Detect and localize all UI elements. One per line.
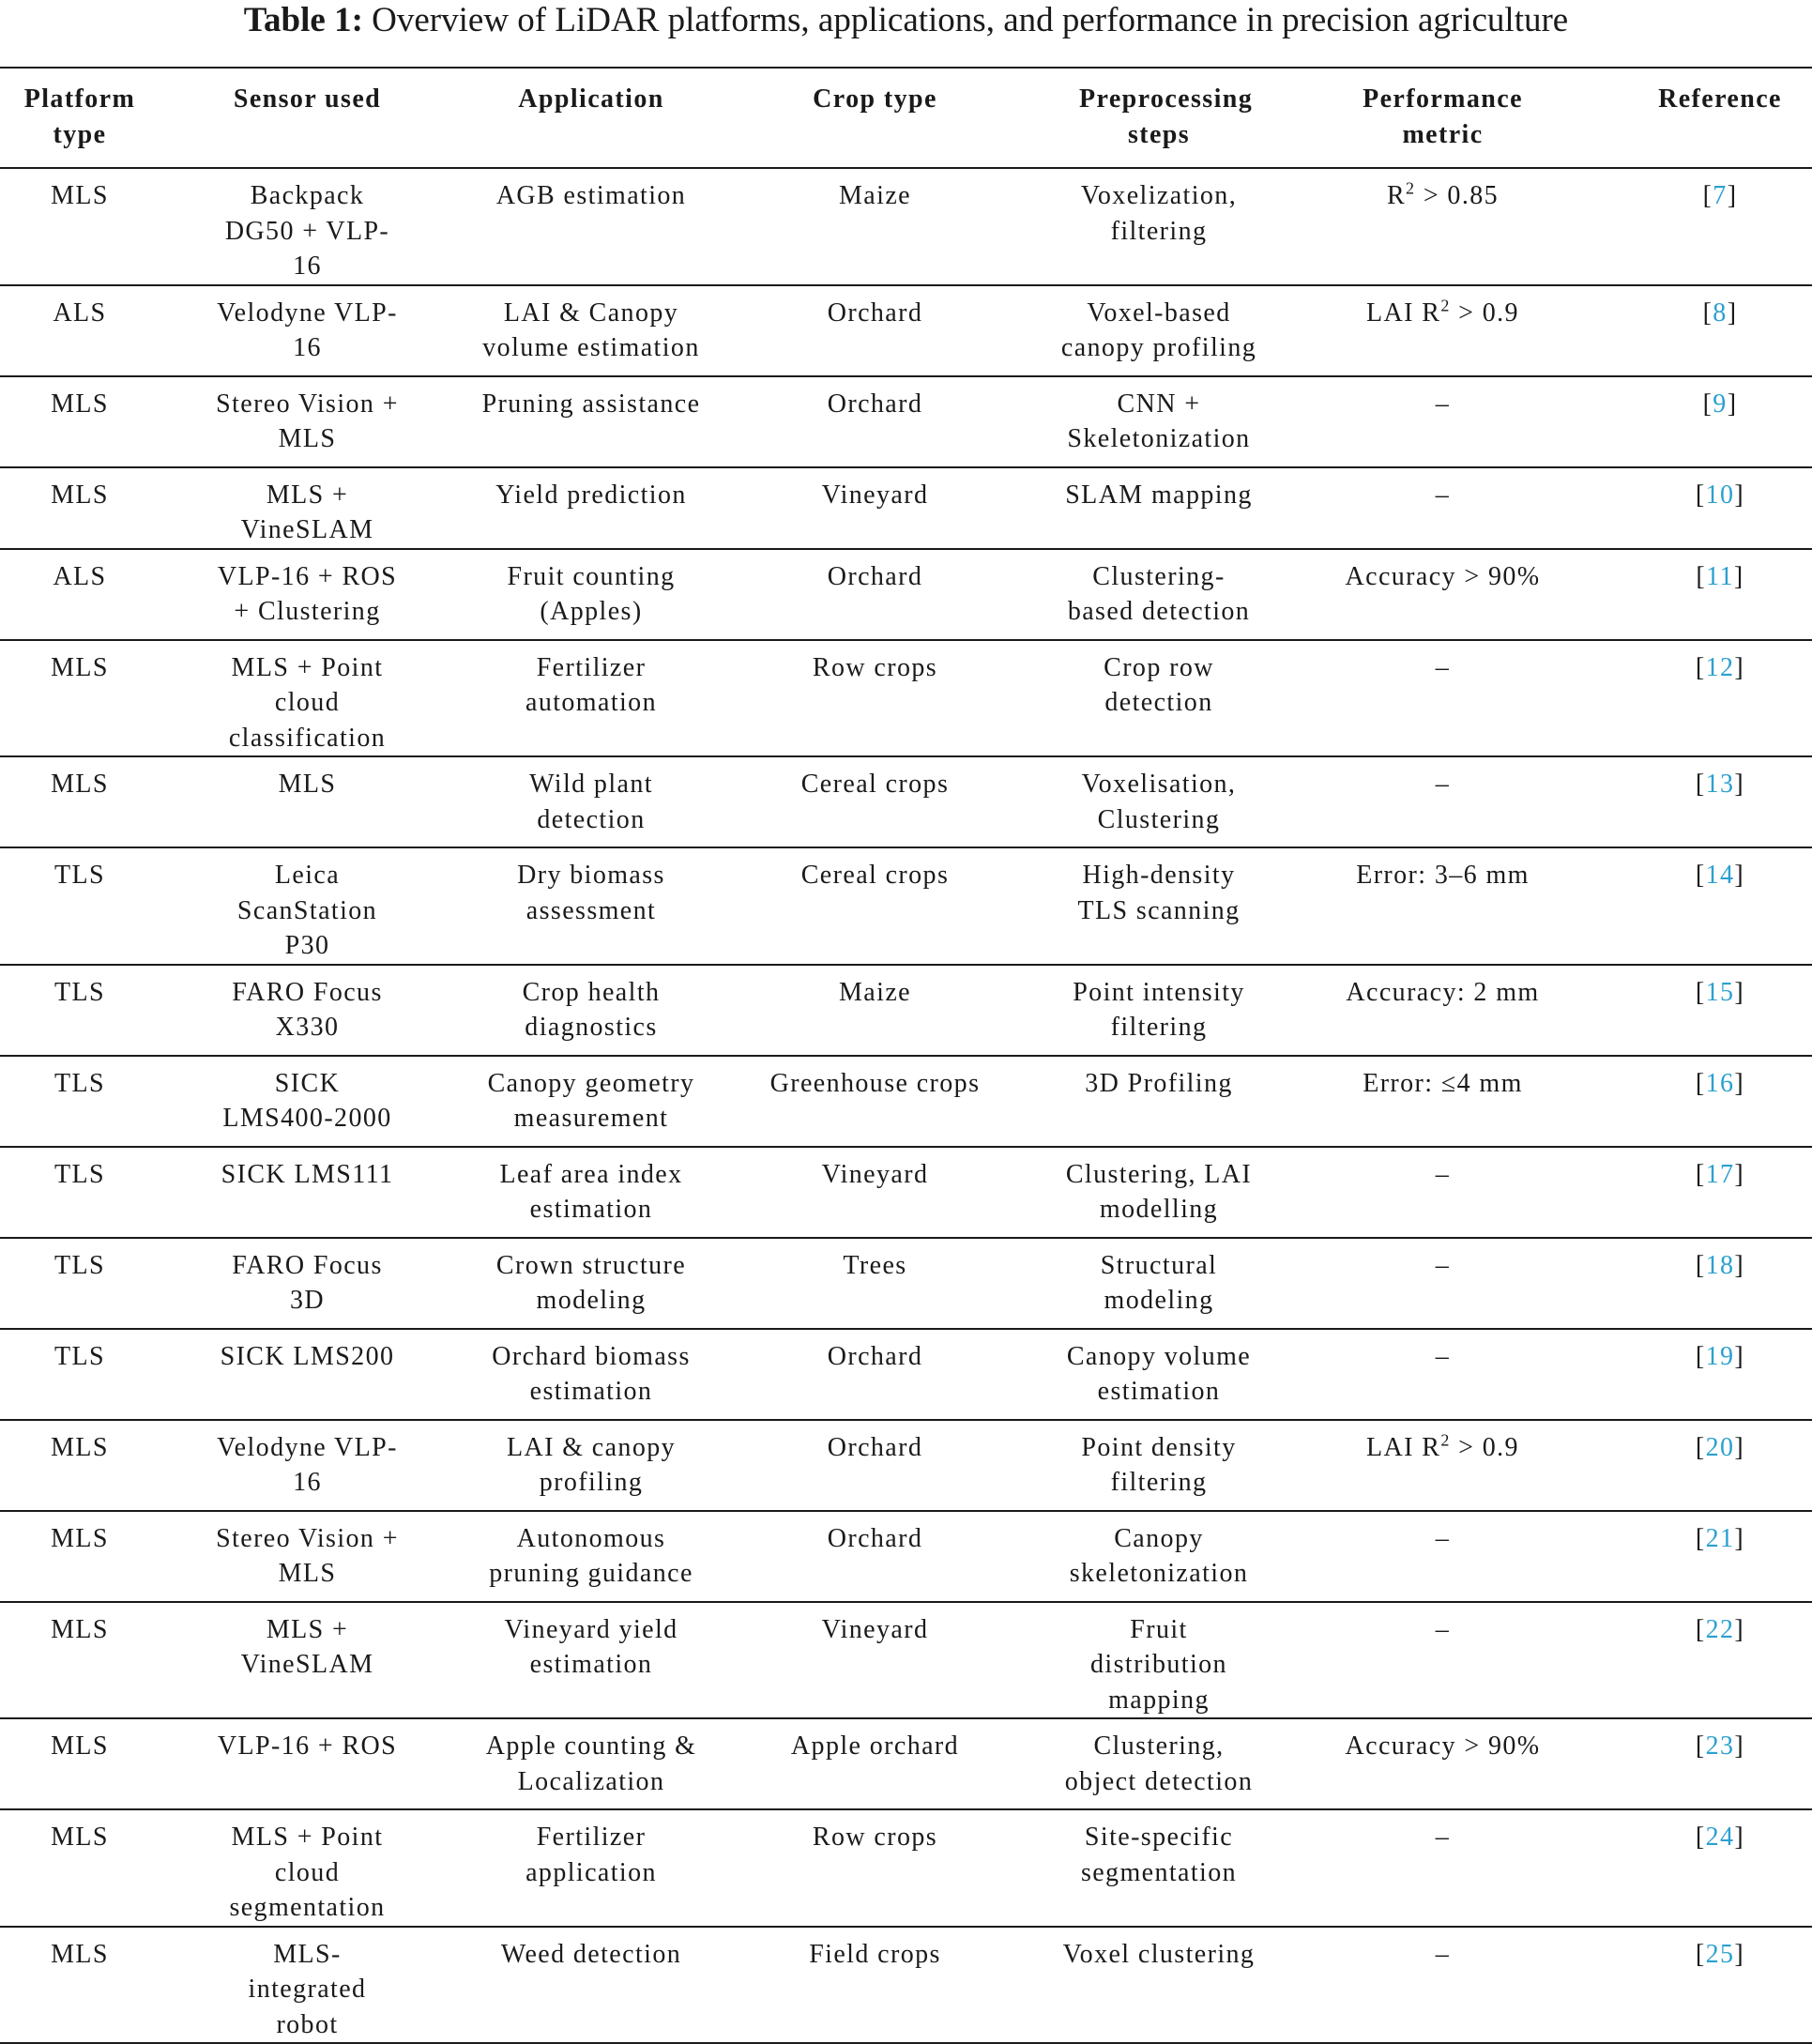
reference-close-bracket: ] — [1727, 181, 1738, 210]
cell-preprocessing: CNN + Skeletonization — [1023, 376, 1295, 467]
cell-platform: MLS — [0, 1718, 160, 1809]
cell-platform: ALS — [0, 285, 160, 376]
reference-open-bracket: [ — [1695, 480, 1706, 510]
cell-preprocessing: Site-specific segmentation — [1023, 1809, 1295, 1927]
metric-text: R — [1386, 181, 1407, 210]
metric-text: – — [1435, 652, 1451, 682]
cell-platform: TLS — [0, 965, 160, 1056]
cell-crop: Vineyard — [727, 467, 1023, 549]
table-row — [0, 549, 1812, 640]
cell-preprocessing: Fruit distribution mapping — [1023, 1602, 1295, 1719]
reference-close-bracket: ] — [1727, 297, 1738, 328]
cell-sensor: VLP-16 + ROS + Clustering — [160, 549, 455, 640]
cell-crop: Orchard — [727, 1511, 1023, 1602]
cell-platform: TLS — [0, 1238, 160, 1329]
metric-text: – — [1435, 1939, 1451, 1969]
table-row — [0, 1056, 1812, 1147]
caption-label: Table 1: — [243, 1, 363, 39]
reference-close-bracket: ] — [1734, 1523, 1745, 1553]
reference-close-bracket: ] — [1734, 1939, 1745, 1969]
cell-reference — [1591, 1238, 1812, 1329]
cell-crop: Orchard — [727, 285, 1023, 376]
reference-link[interactable]: 21 — [1705, 1523, 1735, 1553]
table-row — [0, 1809, 1812, 1927]
cell-crop: Maize — [727, 168, 1023, 285]
cell-sensor: SICK LMS111 — [160, 1147, 455, 1238]
cell-performance-metric — [1295, 1809, 1591, 1927]
cell-platform: ALS — [0, 549, 160, 640]
cell-application: LAI & Canopy volume estimation — [455, 285, 727, 376]
cell-preprocessing: Voxel-based canopy profiling — [1023, 285, 1295, 376]
metric-text: – — [1435, 1250, 1451, 1280]
header-application: Application — [455, 68, 727, 168]
reference-link[interactable]: 17 — [1705, 1159, 1735, 1189]
cell-preprocessing: Voxelization, filtering — [1023, 168, 1295, 285]
cell-sensor: Stereo Vision + MLS — [160, 376, 455, 467]
cell-sensor: SICK LMS400-2000 — [160, 1056, 455, 1147]
metric-superscript: 2 — [1440, 296, 1451, 315]
reference-link[interactable]: 20 — [1705, 1432, 1735, 1462]
reference-close-bracket: ] — [1734, 652, 1745, 682]
cell-crop: Orchard — [727, 1420, 1023, 1511]
metric-text: Accuracy > 90% — [1345, 1731, 1541, 1761]
cell-platform: MLS — [0, 168, 160, 285]
reference-close-bracket: ] — [1727, 389, 1738, 419]
cell-crop: Row crops — [727, 640, 1023, 757]
cell-reference — [1591, 1147, 1812, 1238]
cell-reference — [1591, 756, 1812, 847]
cell-platform: MLS — [0, 1602, 160, 1719]
reference-link[interactable]: 18 — [1705, 1250, 1735, 1280]
cell-performance-metric — [1295, 1238, 1591, 1329]
cell-performance-metric — [1295, 1602, 1591, 1719]
metric-text-after: > 0.85 — [1415, 181, 1500, 210]
cell-preprocessing: Crop row detection — [1023, 640, 1295, 757]
cell-application: Weed detection — [500, 1939, 682, 1969]
cell-reference — [1591, 1511, 1812, 1602]
cell-sensor: SICK LMS200 — [160, 1329, 455, 1420]
cell-preprocessing: Clustering-based detection — [1023, 549, 1295, 640]
cell-application: Fertilizer automation — [455, 640, 727, 757]
reference-close-bracket: ] — [1733, 561, 1744, 591]
metric-text: Accuracy > 90% — [1345, 561, 1541, 591]
cell-preprocessing: Clustering, LAI modelling — [1023, 1147, 1295, 1238]
cell-platform: MLS — [0, 376, 160, 467]
cell-sensor: VLP-16 + ROS — [160, 1718, 455, 1809]
metric-text: – — [1435, 1341, 1451, 1371]
cell-platform: MLS — [0, 756, 160, 847]
cell-platform: TLS — [0, 1329, 160, 1420]
cell-crop: Greenhouse crops — [727, 1056, 1023, 1147]
reference-close-bracket: ] — [1734, 1250, 1745, 1280]
table-row — [0, 847, 1812, 965]
cell-application: Autonomous pruning guidance — [455, 1511, 727, 1602]
table-row — [0, 640, 1812, 757]
metric-superscript: 2 — [1440, 1430, 1451, 1450]
cell-sensor: FARO Focus 3D — [160, 1238, 455, 1329]
reference-close-bracket: ] — [1734, 480, 1745, 510]
reference-link[interactable]: 8 — [1713, 297, 1728, 328]
cell-sensor: MLS + VineSLAM — [160, 1602, 455, 1719]
metric-text: – — [1435, 770, 1451, 799]
cell-platform: TLS — [0, 847, 160, 965]
header-preprocessing-steps: Preprocessing steps — [1023, 68, 1295, 168]
cell-crop: Apple orchard — [727, 1718, 1023, 1809]
lidar-overview-table — [0, 67, 1812, 2044]
cell-performance-metric — [1295, 1420, 1591, 1511]
reference-open-bracket: [ — [1695, 1823, 1706, 1852]
cell-performance-metric — [1295, 756, 1591, 847]
reference-open-bracket: [ — [1702, 389, 1713, 419]
cell-preprocessing: SLAM mapping — [1023, 467, 1295, 549]
reference-close-bracket: ] — [1734, 1432, 1745, 1462]
metric-text: Accuracy: 2 mm — [1346, 977, 1540, 1007]
cell-performance-metric — [1295, 1056, 1591, 1147]
cell-reference — [1591, 847, 1812, 965]
header-reference: Reference — [1591, 68, 1812, 168]
table-row — [0, 376, 1812, 467]
metric-text: – — [1435, 1614, 1451, 1644]
table-row — [0, 965, 1812, 1056]
reference-open-bracket: [ — [1695, 1159, 1706, 1189]
cell-application: Crop health diagnostics — [455, 965, 727, 1056]
cell-platform: MLS — [51, 1939, 109, 1969]
cell-application: Fruit counting (Apples) — [455, 549, 727, 640]
cell-reference — [1591, 965, 1812, 1056]
metric-text: – — [1435, 1823, 1451, 1852]
table-row — [0, 1718, 1812, 1809]
header-crop-type: Crop type — [727, 68, 1023, 168]
cell-sensor: MLS + VineSLAM — [160, 467, 455, 549]
table-row — [0, 1602, 1812, 1719]
cell-preprocessing: Point intensity filtering — [1023, 965, 1295, 1056]
reference-open-bracket: [ — [1695, 770, 1706, 799]
header-row — [0, 68, 1812, 168]
cell-preprocessing: Voxelisation, Clustering — [1023, 756, 1295, 847]
cell-application: Fertilizer application — [455, 1809, 727, 1927]
reference-open-bracket: [ — [1695, 1523, 1706, 1553]
cell-performance-metric — [1295, 549, 1591, 640]
cell-crop: Maize — [727, 965, 1023, 1056]
reference-link[interactable]: 22 — [1705, 1614, 1735, 1644]
cell-preprocessing: Canopy skeletonization — [1023, 1511, 1295, 1602]
cell-performance-metric — [1295, 1927, 1591, 2044]
reference-open-bracket: [ — [1695, 1341, 1706, 1371]
cell-performance-metric — [1295, 285, 1591, 376]
caption-text: Overview of LiDAR platforms, applications, and performance in precision agriculture — [372, 1, 1569, 39]
reference-link[interactable]: 24 — [1705, 1823, 1735, 1852]
cell-reference — [1591, 1809, 1812, 1927]
cell-performance-metric — [1295, 1147, 1591, 1238]
cell-performance-metric — [1295, 847, 1591, 965]
cell-crop: Orchard — [727, 1329, 1023, 1420]
reference-close-bracket: ] — [1734, 770, 1745, 799]
reference-link[interactable]: 10 — [1705, 480, 1735, 510]
cell-reference — [1591, 285, 1812, 376]
reference-link[interactable]: 7 — [1713, 181, 1728, 210]
reference-link[interactable]: 9 — [1713, 389, 1728, 419]
cell-crop: Cereal crops — [727, 756, 1023, 847]
cell-sensor: Stereo Vision + MLS — [160, 1511, 455, 1602]
table-row — [0, 1147, 1812, 1238]
cell-platform: TLS — [0, 1056, 160, 1147]
cell-application: Leaf area index estimation — [455, 1147, 727, 1238]
cell-performance-metric — [1295, 1329, 1591, 1420]
reference-close-bracket: ] — [1734, 1731, 1745, 1761]
cell-preprocessing: Clustering, object detection — [1023, 1718, 1295, 1809]
table-row — [0, 1238, 1812, 1329]
metric-text: – — [1435, 389, 1451, 419]
cell-preprocessing: Canopy volume estimation — [1023, 1329, 1295, 1420]
reference-close-bracket: ] — [1734, 1159, 1745, 1189]
reference-open-bracket: [ — [1695, 1432, 1706, 1462]
cell-reference — [1591, 1329, 1812, 1420]
reference-link[interactable]: 14 — [1705, 861, 1735, 890]
cell-platform: MLS — [0, 1511, 160, 1602]
cell-sensor: Backpack DG50 + VLP-16 — [160, 168, 455, 285]
reference-link[interactable]: 19 — [1705, 1341, 1735, 1371]
table-row — [0, 1420, 1812, 1511]
cell-platform: MLS — [0, 640, 160, 757]
metric-text: LAI R — [1366, 1432, 1441, 1462]
cell-sensor: Leica ScanStation P30 — [160, 847, 455, 965]
cell-crop: Vineyard — [727, 1147, 1023, 1238]
cell-application: Yield prediction — [455, 467, 727, 549]
cell-application: Dry biomass assessment — [455, 847, 727, 965]
cell-reference — [1591, 467, 1812, 549]
reference-open-bracket: [ — [1695, 1731, 1706, 1761]
table-row — [0, 1927, 1812, 2044]
cell-crop: Orchard — [727, 549, 1023, 640]
header-platform-type: Platform type — [0, 68, 160, 168]
table-row — [0, 467, 1812, 549]
metric-text: – — [1435, 1523, 1451, 1553]
cell-application: Pruning assistance — [455, 376, 727, 467]
cell-preprocessing: High-density TLS scanning — [1023, 847, 1295, 965]
cell-performance-metric — [1295, 965, 1591, 1056]
metric-text-after: > 0.9 — [1450, 297, 1519, 328]
cell-platform: TLS — [0, 1147, 160, 1238]
cell-application: AGB estimation — [455, 168, 727, 285]
cell-application: Canopy geometry measurement — [455, 1056, 727, 1147]
table-row — [0, 1329, 1812, 1420]
reference-link[interactable]: 11 — [1706, 561, 1734, 591]
reference-close-bracket: ] — [1734, 977, 1745, 1007]
reference-open-bracket: [ — [1696, 561, 1707, 591]
cell-reference — [1591, 549, 1812, 640]
cell-sensor: MLS-integrated robot — [248, 1939, 367, 2039]
cell-application: Crown structure modeling — [455, 1238, 727, 1329]
cell-reference — [1591, 1927, 1812, 2044]
reference-open-bracket: [ — [1702, 297, 1713, 328]
reference-open-bracket: [ — [1702, 181, 1713, 210]
metric-text: – — [1435, 1159, 1451, 1189]
reference-open-bracket: [ — [1695, 861, 1706, 890]
reference-open-bracket: [ — [1695, 1068, 1706, 1098]
cell-application: Apple counting & Localization — [455, 1718, 727, 1809]
cell-crop: Vineyard — [727, 1602, 1023, 1719]
cell-platform: MLS — [0, 467, 160, 549]
cell-sensor: FARO Focus X330 — [160, 965, 455, 1056]
cell-crop: Orchard — [727, 376, 1023, 467]
reference-open-bracket: [ — [1695, 1250, 1706, 1280]
table-caption — [0, 0, 1812, 41]
cell-crop: Row crops — [727, 1809, 1023, 1927]
reference-open-bracket: [ — [1695, 1939, 1706, 1969]
cell-crop: Field crops — [809, 1939, 941, 1969]
cell-performance-metric — [1295, 168, 1591, 285]
reference-close-bracket: ] — [1734, 1341, 1745, 1371]
cell-reference — [1591, 168, 1812, 285]
cell-crop: Cereal crops — [727, 847, 1023, 965]
reference-link[interactable]: 15 — [1705, 977, 1735, 1007]
cell-preprocessing: Structural modeling — [1023, 1238, 1295, 1329]
reference-link[interactable]: 16 — [1705, 1068, 1735, 1098]
cell-performance-metric — [1295, 640, 1591, 757]
cell-application: Vineyard yield estimation — [455, 1602, 727, 1719]
cell-sensor: Velodyne VLP-16 — [160, 1420, 455, 1511]
reference-close-bracket: ] — [1734, 1614, 1745, 1644]
reference-open-bracket: [ — [1695, 977, 1706, 1007]
cell-sensor: MLS + Point cloud segmentation — [160, 1809, 455, 1927]
cell-platform: MLS — [0, 1420, 160, 1511]
metric-text: Error: 3–6 mm — [1356, 861, 1530, 890]
reference-open-bracket: [ — [1695, 652, 1706, 682]
reference-link[interactable]: 12 — [1705, 652, 1735, 682]
cell-preprocessing: Point density filtering — [1023, 1420, 1295, 1511]
metric-text: LAI R — [1366, 297, 1441, 328]
table-body — [0, 168, 1812, 2043]
cell-reference — [1591, 376, 1812, 467]
cell-performance-metric — [1295, 376, 1591, 467]
reference-link[interactable]: 23 — [1705, 1731, 1735, 1761]
cell-performance-metric — [1295, 1511, 1591, 1602]
reference-link[interactable]: 25 — [1705, 1939, 1735, 1969]
table-row — [0, 285, 1812, 376]
table-row — [0, 168, 1812, 285]
cell-sensor: MLS + Point cloud classification — [160, 640, 455, 757]
cell-platform: MLS — [0, 1809, 160, 1927]
reference-link[interactable]: 13 — [1705, 770, 1735, 799]
reference-close-bracket: ] — [1734, 861, 1745, 890]
cell-preprocessing: Voxel clustering — [1062, 1939, 1256, 1969]
metric-text: Error: ≤4 mm — [1363, 1068, 1523, 1098]
cell-reference — [1591, 1420, 1812, 1511]
cell-sensor: Velodyne VLP-16 — [160, 285, 455, 376]
reference-open-bracket: [ — [1695, 1614, 1706, 1644]
reference-close-bracket: ] — [1734, 1068, 1745, 1098]
cell-reference — [1591, 640, 1812, 757]
cell-application: Orchard biomass estimation — [455, 1329, 727, 1420]
metric-text-after: > 0.9 — [1450, 1432, 1519, 1462]
metric-text: – — [1435, 480, 1451, 510]
cell-performance-metric — [1295, 467, 1591, 549]
cell-application: LAI & canopy profiling — [455, 1420, 727, 1511]
cell-crop: Trees — [727, 1238, 1023, 1329]
metric-superscript: 2 — [1406, 178, 1416, 198]
cell-preprocessing: 3D Profiling — [1023, 1056, 1295, 1147]
cell-reference — [1591, 1056, 1812, 1147]
cell-reference — [1591, 1602, 1812, 1719]
table-row — [0, 1511, 1812, 1602]
table-row — [0, 756, 1812, 847]
cell-reference — [1591, 1718, 1812, 1809]
cell-application: Wild plant detection — [455, 756, 727, 847]
cell-performance-metric — [1295, 1718, 1591, 1809]
header-sensor-used: Sensor used — [160, 68, 455, 168]
reference-close-bracket: ] — [1734, 1823, 1745, 1852]
cell-sensor: MLS — [160, 756, 455, 847]
header-performance-metric: Performance metric — [1295, 68, 1591, 168]
